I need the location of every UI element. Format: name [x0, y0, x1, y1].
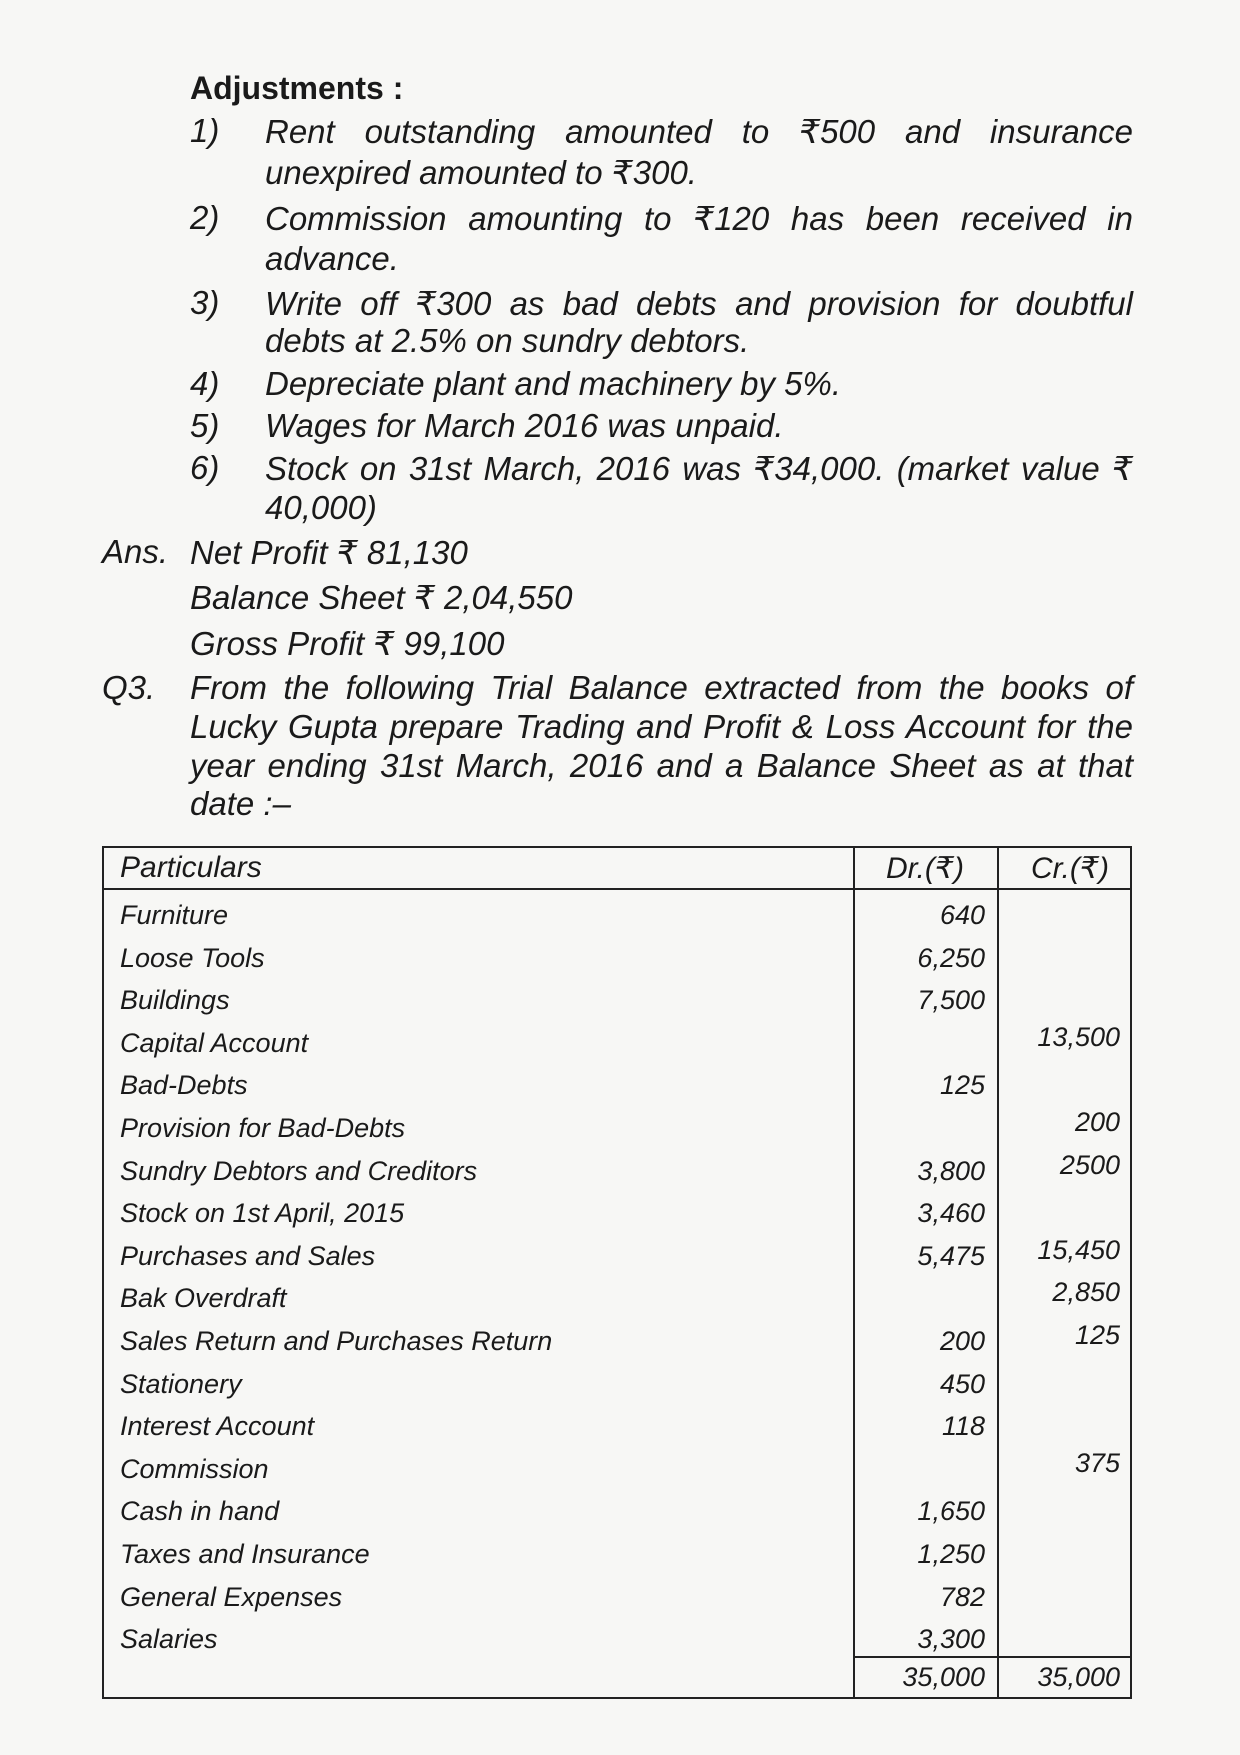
row-particular: Provision for Bad-Debts: [120, 1113, 406, 1143]
row-particular: Interest Account: [120, 1411, 315, 1442]
row-particular: Cash in hand: [120, 1496, 280, 1527]
adjustment-text: Write off ₹300 as bad debts and provision for doubtful: [265, 285, 1133, 322]
row-dr-amount: 7,500: [917, 985, 985, 1016]
adjustment-text: debts at 2.5% on sundry debtors.: [265, 322, 750, 359]
answer-line: Net Profit ₹ 81,130: [190, 534, 468, 571]
total-divider: [853, 1656, 1130, 1658]
row-dr-amount: 118: [941, 1411, 985, 1442]
adjustments-title: Adjustments :: [190, 70, 404, 106]
adjustment-text: Commission amounting to ₹120 has been received in: [265, 200, 1133, 237]
row-dr-amount: 782: [939, 1581, 985, 1612]
adjustment-text: advance.: [265, 240, 399, 277]
adjustment-number: 6): [190, 449, 220, 486]
row-cr-amount: 125: [1074, 1320, 1120, 1350]
adjustment-number: 5): [190, 407, 220, 444]
question-line: year ending 31st March, 2016 and a Balance Sheet as at that: [190, 747, 1133, 784]
row-dr-amount: 3,300: [917, 1624, 985, 1655]
adjustment-text: Stock on 31st March, 2016 was ₹34,000. (market value ₹: [265, 450, 1133, 487]
adjustment-text: Depreciate plant and machinery by 5%.: [265, 365, 841, 402]
row-cr-amount: 13,500: [1037, 1021, 1120, 1052]
trial-balance-table: [102, 846, 1132, 1699]
row-particular: Sales Return and Purchases Return: [120, 1326, 553, 1356]
header-particulars: Particulars: [120, 851, 262, 884]
row-particular: Capital Account: [120, 1027, 309, 1058]
column-divider: [997, 848, 999, 1697]
row-particular: Stock on 1st April, 2015: [120, 1198, 405, 1229]
row-particular: Loose Tools: [120, 942, 265, 973]
row-dr-amount: 3,460: [917, 1198, 985, 1229]
row-particular: Stationery: [120, 1368, 242, 1399]
question-line: Lucky Gupta prepare Trading and Profit & Loss Account for the: [190, 708, 1133, 745]
header-dr: Dr.(₹): [886, 852, 964, 885]
row-particular: Salaries: [120, 1624, 218, 1655]
adjustment-text: 40,000): [265, 489, 377, 526]
adjustment-text: unexpired amounted to ₹300.: [265, 154, 697, 191]
row-particular: Bak Overdraft: [120, 1283, 287, 1314]
row-dr-amount: 3,800: [917, 1155, 985, 1186]
row-particular: General Expenses: [120, 1581, 343, 1612]
answer-label: Ans.: [102, 533, 169, 570]
question-label: Q3.: [102, 669, 156, 706]
row-particular: Purchases and Sales: [120, 1240, 376, 1271]
row-cr-amount: 2500: [1059, 1149, 1120, 1180]
row-dr-amount: 450: [939, 1368, 985, 1399]
total-dr: 35,000: [902, 1662, 985, 1692]
row-dr-amount: 5,475: [917, 1240, 985, 1271]
row-particular: Taxes and Insurance: [120, 1539, 370, 1569]
row-particular: Buildings: [120, 985, 230, 1016]
question-line: From the following Trial Balance extracted from the books of: [190, 669, 1133, 706]
header-divider: [104, 888, 1130, 890]
adjustment-number: 2): [190, 199, 220, 236]
row-dr-amount: 1,250: [917, 1539, 985, 1569]
header-cr: Cr.(₹): [1031, 852, 1109, 885]
row-cr-amount: 2,850: [1052, 1277, 1120, 1308]
row-dr-amount: 1,650: [917, 1496, 985, 1527]
adjustment-number: 1): [190, 112, 220, 149]
adjustment-number: 4): [190, 365, 220, 402]
total-cr: 35,000: [1037, 1662, 1120, 1692]
row-particular: Bad-Debts: [120, 1070, 248, 1101]
row-dr-amount: 6,250: [917, 942, 985, 973]
row-cr-amount: 15,450: [1037, 1234, 1120, 1265]
question-line: date :–: [190, 785, 291, 822]
row-dr-amount: 125: [939, 1070, 985, 1101]
row-particular: Sundry Debtors and Creditors: [120, 1155, 478, 1186]
row-particular: Furniture: [120, 900, 229, 930]
row-cr-amount: 375: [1074, 1447, 1120, 1478]
answer-line: Balance Sheet ₹ 2,04,550: [190, 579, 573, 616]
adjustment-text: Rent outstanding amounted to ₹500 and insurance: [265, 113, 1133, 150]
adjustment-text: Wages for March 2016 was unpaid.: [265, 407, 784, 444]
row-dr-amount: 200: [939, 1326, 985, 1356]
row-particular: Commission: [120, 1453, 269, 1484]
row-cr-amount: 200: [1074, 1107, 1120, 1137]
row-dr-amount: 640: [939, 900, 985, 930]
adjustment-number: 3): [190, 284, 220, 321]
answer-line: Gross Profit ₹ 99,100: [190, 625, 505, 662]
